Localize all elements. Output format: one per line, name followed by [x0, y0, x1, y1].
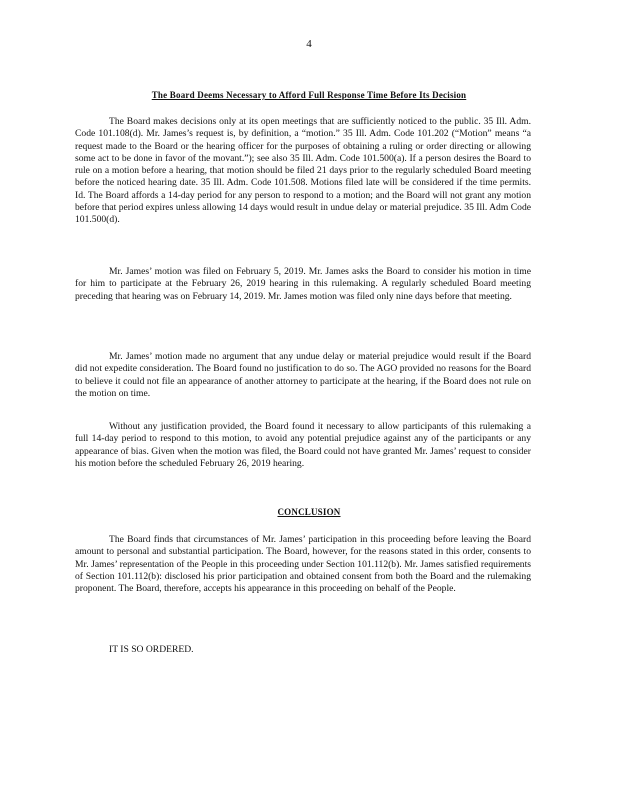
paragraph-motion-rules: The Board makes decisions only at its open meetings that are sufficiently noticed to the public. 35 Ill. Adm. Code 101.108(d). Mr. James’s request is, by definition, a “motion.” 35 Ill. Adm. Code 101.202 (“Motion” means “a request made to the Board or the hearing officer for the purposes of obtaining a ruling or order directing or allowing some act to be done in favor of the movant.”); see also 35 Ill. Adm. Code 101.500(a). If a person desires the Board to rule on a motion before a hearing, that motion should be filed 21 days prior to the regularly scheduled Board meeting before the noticed hearing date. 35 Ill. Adm. Code 101.508. Motions filed late will be considered if the time permits. Id. The Board affords a 14-day period for any person to respond to a motion; and the Board will not grant any motion before that period expires unless allowing 14 days would result in undue delay or material prejudice. 35 Ill. Adm Code 101.500(d). [75, 116, 531, 226]
page-number: 4 [306, 38, 312, 50]
paragraph-motion-timing: Mr. James’ motion was filed on February 5, 2019. Mr. James asks the Board to consider his motion in time for him to participate at the February 26, 2019 hearing in this rulemaking. A regularly scheduled Board meeting preceding that hearing was on February 14, 2019. Mr. James motion was filed only nine days before that meeting. [75, 266, 531, 302]
conclusion-heading: CONCLUSION [277, 507, 341, 517]
order-statement: IT IS SO ORDERED. [109, 644, 194, 655]
paragraph-response-period: Without any justification provided, the Board found it necessary to allow participants of this rulemaking a full 14-day period to respond to this motion, to avoid any potential prejudice against any of the participants or any appearance of bias. Given when the motion was filed, the Board could not have granted Mr. James’ request to consider his motion before the scheduled February 26, 2019 hearing. [75, 421, 531, 469]
paragraph-conclusion: The Board finds that circumstances of Mr. James’ participation in this proceeding before leaving the Board amount to personal and substantial participation. The Board, however, for the reasons stated in this order, consents to Mr. James’ representation of the People in this proceeding under Section 101.112(b). Mr. James satisfied requirements of Section 101.112(b): disclosed his prior participation and obtained consent from both the Board and the rulemaking proponent. The Board, therefore, accepts his appearance in this proceeding on behalf of the People. [75, 534, 531, 595]
section-heading: The Board Deems Necessary to Afford Full Response Time Before Its Decision [151, 90, 467, 100]
paragraph-no-prejudice: Mr. James’ motion made no argument that any undue delay or material prejudice would result if the Board did not expedite consideration. The Board found no justification to do so. The AGO provided no reasons for the Board to believe it could not file an appearance of another attorney to participate at the hearing, if the Board does not rule on the motion on time. [75, 351, 531, 399]
